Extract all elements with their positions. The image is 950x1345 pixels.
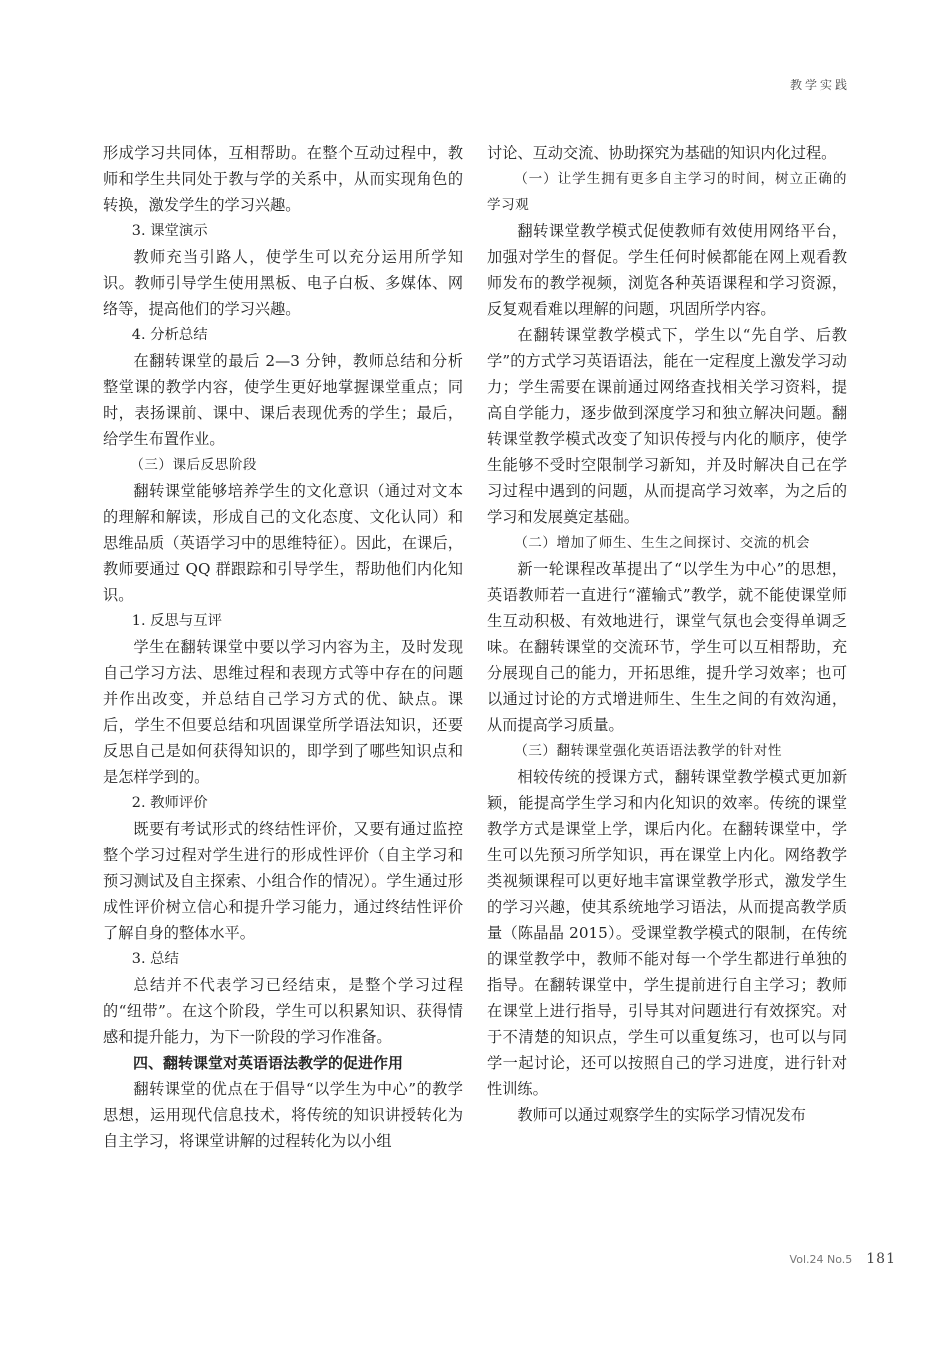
section-heading-more-interaction: （二）增加了师生、生生之间探讨、交流的机会 (514, 535, 811, 551)
paragraph: 形成学习共同体，互相帮助。在整个互动过程中，教师和学生共同处于教与学的关系中，从而实现角色的转换，激发学生的学习兴趣。 (103, 144, 463, 214)
subheading-classroom-demo: 3. 课堂演示 (131, 223, 208, 239)
section-heading-more-self-study: （一）让学生拥有更多自主学习的时间，树立正确的学习观 (487, 171, 847, 213)
paragraph: 翻转课堂能够培养学生的文化意识（通过对文本的理解和解读，形成自己的文化态度、文化认同）和思维品质（英语学习中的思维特征）。因此，在课后，教师要通过 QQ 群跟踪和引导学生，帮助他们内化知识。 (103, 482, 463, 604)
paragraph: 翻转课堂教学模式促使教师有效使用网络平台，加强对学生的督促。学生任何时候都能在网上观看教师发布的教学视频，浏览各种英语课程和学习资源，反复观看难以理解的问题，巩固所学内容。 (487, 222, 847, 318)
running-header: 教学实践 (789, 78, 850, 92)
page-footer (790, 1251, 896, 1267)
paragraph: 新一轮课程改革提出了“以学生为中心”的思想，英语教师若一直进行“灌输式”教学，就不能使课堂师生互动积极、有效地进行，课堂气氛也会变得单调乏味。在翻转课堂的交流环节，学生可以互相帮助，充分展现自己的能力，开拓思维，提升学习效率；也可以通过讨论的方式增进师生、生生之间的有效沟通，从而提高学习质量。 (487, 560, 847, 734)
paragraph: 在翻转课堂的最后 2—3 分钟，教师总结和分析整堂课的教学内容，使学生更好地掌握课堂重点；同时，表扬课前、课中、课后表现优秀的学生；最后，给学生布置作业。 (103, 352, 463, 448)
paragraph: 教师充当引路人，使学生可以充分运用所学知识。教师引导学生使用黑板、电子白板、多媒体、网络等，提高他们的学习兴趣。 (103, 248, 463, 318)
paragraph: 相较传统的授课方式，翻转课堂教学模式更加新颖，能提高学生学习和内化知识的效率。传统的课堂教学方式是课堂上学，课后内化。在翻转课堂中，学生可以先预习所学知识，再在课堂上内化。网络教学类视频课程可以更好地丰富课堂教学形式，激发学生的学习兴趣，使其系统地学习语法，从而提高教学质量（陈晶晶 2015）。受课堂教学模式的限制，在传统的课堂教学中，教师不能对每一个学生都进行单独的指导。在翻转课堂中，学生提前进行自主学习；教师在课堂上进行指导，引导其对问题进行有效探究。对于不清楚的知识点，学生可以重复练习，也可以与同学一起讨论，还可以按照自己的学习进度，进行针对性训练。 (487, 768, 847, 1098)
paragraph: 翻转课堂的优点在于倡导“以学生为中心”的教学思想，运用现代信息技术，将传统的知识讲授转化为自主学习，将课堂讲解的过程转化为以小组 (103, 1080, 463, 1150)
paragraph: 学生在翻转课堂中要以学习内容为主，及时发现自己学习方法、思维过程和表现方式等中存在的问题并作出改变，并总结自己学习方式的优、缺点。课后，学生不但要总结和巩固课堂所学语法知识，还要反思自己是如何获得知识的，即学到了哪些知识点和是怎样学到的。 (103, 638, 463, 786)
paragraph: 教师可以通过观察学生的实际学习情况发布 (517, 1106, 806, 1124)
left-column (103, 140, 463, 1154)
subheading-reflection-peer-review: 1. 反思与互评 (131, 613, 223, 629)
page-number: 181 (866, 1251, 896, 1267)
section-heading-reflection-stage: （三）课后反思阶段 (130, 457, 258, 473)
section-heading-targeted-teaching: （三）翻转课堂强化英语语法教学的针对性 (514, 743, 782, 759)
paragraph: 既要有考试形式的终结性评价，又要有通过监控整个学习过程对学生进行的形成性评价（自主学习和预习测试及自主探索、小组合作的情况）。学生通过形成性评价树立信心和提升学习能力，通过终结性评价了解自身的整体水平。 (103, 820, 463, 942)
paragraph: 总结并不代表学习已经结束，是整个学习过程的“纽带”。在这个阶段，学生可以积累知识、获得情感和提升能力，为下一阶段的学习作准备。 (103, 976, 463, 1046)
paragraph: 讨论、互动交流、协助探究为基础的知识内化过程。 (487, 144, 837, 162)
paragraph: 在翻转课堂教学模式下，学生以“先自学、后教学”的方式学习英语语法，能在一定程度上激发学习动力；学生需要在课前通过网络查找相关学习资料，提高自学能力，逐步做到深度学习和独立解决问题。翻转课堂教学模式改变了知识传授与内化的顺序，使学生能够不受时空限制学习新知，并及时解决自己在学习过程中遇到的问题，从而提高学习效率，为之后的学习和发展奠定基础。 (487, 326, 847, 526)
section-heading-promotion: 四、翻转课堂对英语语法教学的促进作用 (133, 1054, 404, 1072)
subheading-teacher-evaluation: 2. 教师评价 (131, 795, 208, 811)
subheading-analysis-summary: 4. 分析总结 (131, 327, 208, 343)
subheading-summary: 3. 总结 (131, 951, 179, 967)
right-column (487, 140, 847, 1128)
volume-issue: Vol.24 No.5 (789, 1253, 853, 1266)
